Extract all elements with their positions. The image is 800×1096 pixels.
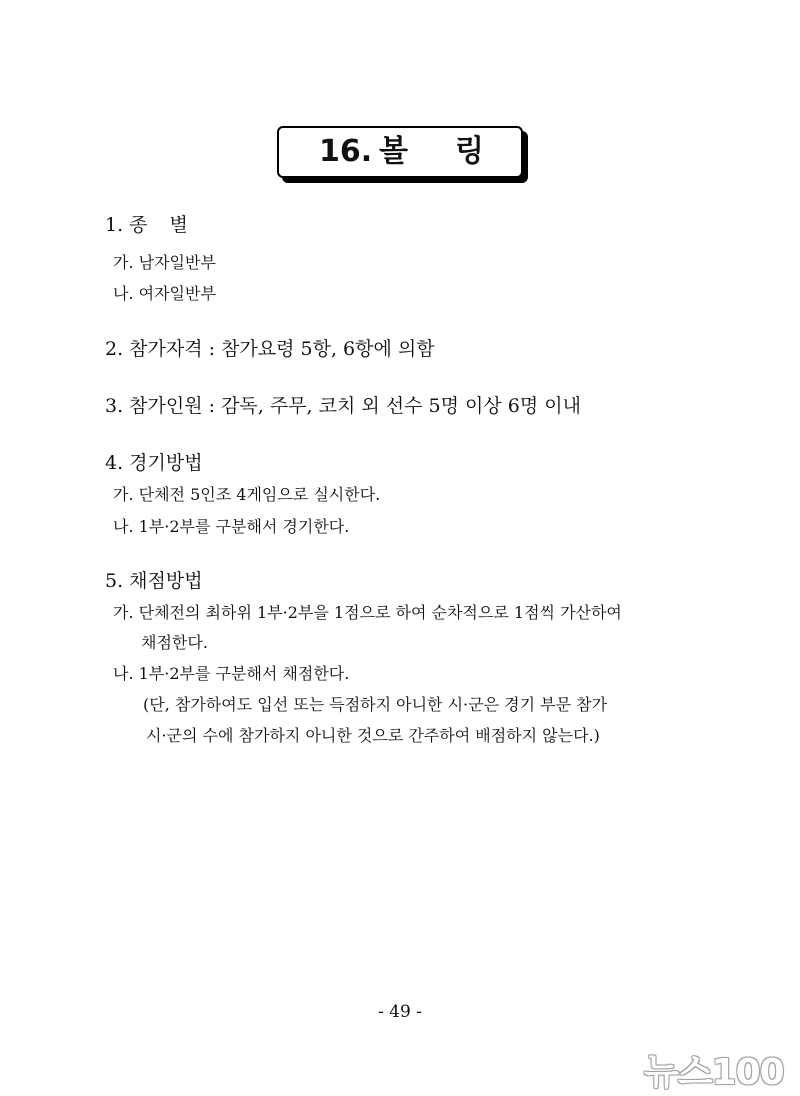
section-title-box bbox=[277, 126, 523, 178]
heading-scoring-method: 5. 채점방법 bbox=[105, 570, 203, 592]
item-team-event: 가. 단체전 5인조 4게임으로 실시한다. bbox=[113, 485, 381, 504]
item-division-play: 나. 1부·2부를 구분해서 경기한다. bbox=[113, 517, 350, 536]
item-division-scoring: 나. 1부·2부를 구분해서 채점한다. bbox=[113, 664, 350, 683]
news100-watermark-logo: 뉴스100 bbox=[644, 1052, 784, 1093]
note-line-2: 시·군의 수에 참가하지 아니한 것으로 간주하여 배점하지 않는다.) bbox=[146, 726, 600, 745]
item-women-general: 나. 여자일반부 bbox=[113, 284, 216, 303]
title-char-2: 링 bbox=[455, 134, 484, 169]
item-scoring-rule-cont: 채점한다. bbox=[141, 633, 208, 652]
heading-competition-method: 4. 경기방법 bbox=[105, 452, 203, 474]
title-char-1: 볼 bbox=[379, 134, 408, 169]
item-scoring-rule: 가. 단체전의 최하위 1부·2부을 1점으로 하여 순차적으로 1점씩 가산하여 bbox=[113, 603, 622, 622]
page-number: - 49 - bbox=[378, 1002, 422, 1022]
heading-eligibility: 2. 참가자격 : 참가요령 5항, 6항에 의함 bbox=[105, 338, 435, 360]
heading-category: 1. 종 별 bbox=[105, 214, 188, 236]
title-number: 16. bbox=[319, 134, 373, 169]
heading-participants: 3. 참가인원 : 감독, 주무, 코치 외 선수 5명 이상 6명 이내 bbox=[105, 395, 581, 417]
item-men-general: 가. 남자일반부 bbox=[113, 253, 216, 272]
note-line-1: (단, 참가하여도 입선 또는 득점하지 아니한 시·군은 경기 부문 참가 bbox=[143, 695, 608, 714]
